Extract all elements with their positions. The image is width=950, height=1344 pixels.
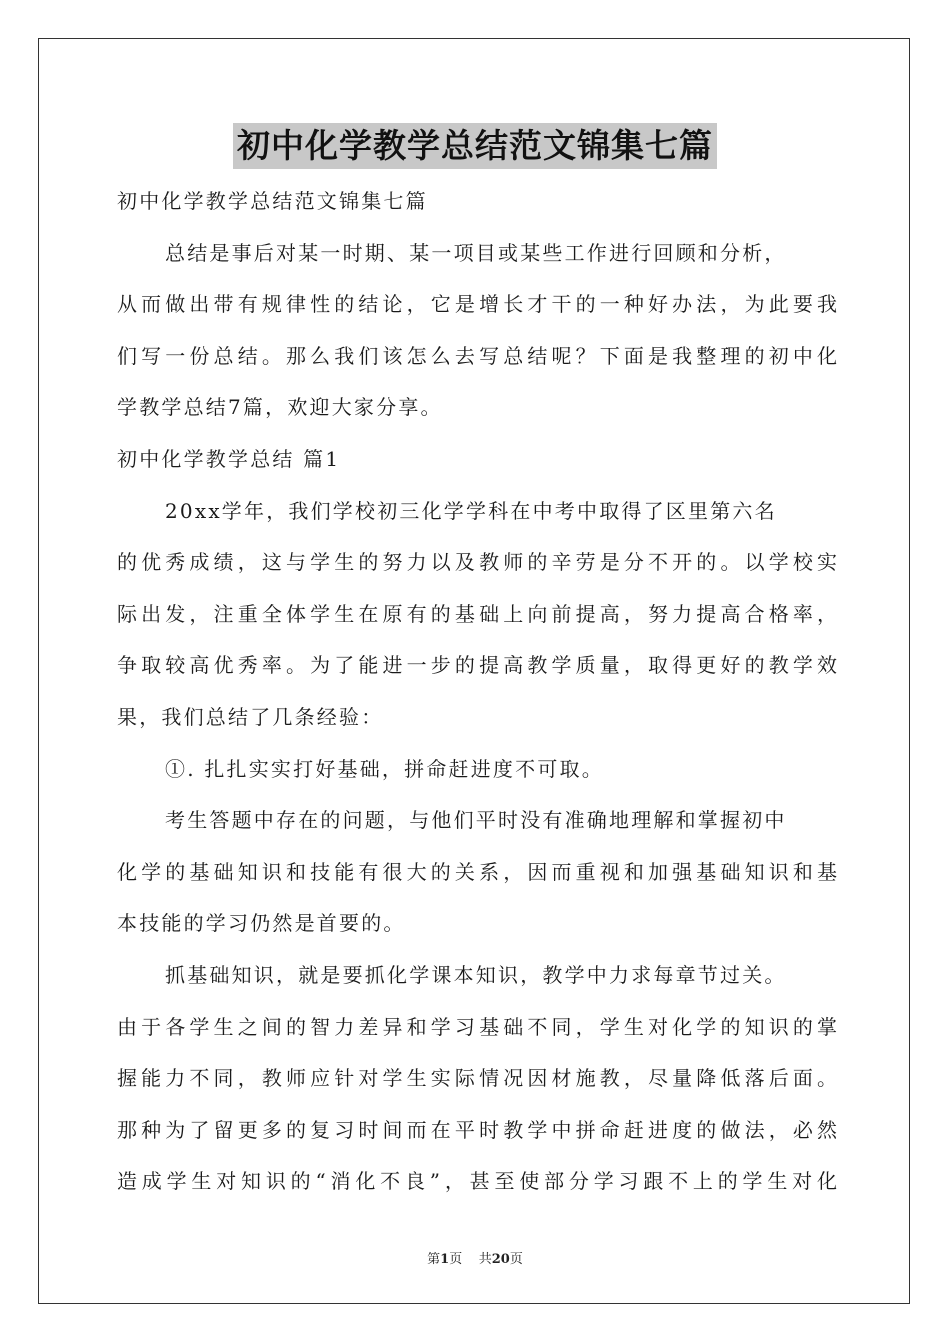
paragraph-line: 考生答题中存在的问题，与他们平时没有准确地理解和掌握初中	[165, 808, 787, 833]
subtitle-line: 初中化学教学总结范文锦集七篇	[117, 189, 428, 213]
page-number: 1	[440, 1252, 450, 1267]
total-prefix: 共	[478, 1252, 492, 1267]
total-pages: 20	[491, 1252, 510, 1267]
paragraph-line: 从而做出带有规律性的结论，它是增长才干的一种好办法，为此要我	[117, 292, 837, 317]
paragraph-line: 总结是事后对某一时期、某一项目或某些工作进行回顾和分析，	[165, 240, 787, 265]
list-item: ①. 扎扎实实打好基础，拼命赶进度不可取。	[165, 756, 604, 781]
paragraph-line: 们写一份总结。那么我们该怎么去写总结呢？下面是我整理的初中化	[117, 343, 837, 368]
page-suffix: 页	[449, 1252, 463, 1267]
page-prefix: 第	[427, 1252, 441, 1267]
title-container	[0, 123, 950, 169]
paragraph-line: 握能力不同，教师应针对学生实际情况因材施教，尽量降低落后面。	[117, 1066, 837, 1091]
paragraph-line: 本技能的学习仍然是首要的。	[117, 911, 406, 936]
page-footer	[0, 1248, 950, 1267]
document-title: 初中化学教学总结范文锦集七篇	[233, 123, 717, 169]
paragraph-line: 造成学生对知识的“消化不良”，甚至使部分学习跟不上的学生对化	[117, 1169, 837, 1194]
paragraph-line: 果，我们总结了几条经验：	[117, 704, 384, 729]
total-suffix: 页	[509, 1252, 523, 1267]
paragraph-line: 那种为了留更多的复习时间而在平时教学中拼命赶进度的做法，必然	[117, 1117, 837, 1142]
section-heading: 初中化学教学总结 篇1	[117, 446, 341, 471]
paragraph-line: 抓基础知识，就是要抓化学课本知识，教学中力求每章节过关。	[165, 962, 787, 987]
paragraph-line: 20xx学年，我们学校初三化学学科在中考中取得了区里第六名	[165, 498, 777, 523]
paragraph-line: 化学的基础知识和技能有很大的关系，因而重视和加强基础知识和基	[117, 859, 837, 884]
paragraph-line: 由于各学生之间的智力差异和学习基础不同，学生对化学的知识的掌	[117, 1014, 837, 1039]
paragraph-line: 际出发，注重全体学生在原有的基础上向前提高，努力提高合格率，	[117, 601, 837, 626]
paragraph-line: 学教学总结7篇，欢迎大家分享。	[117, 395, 443, 420]
paragraph-line: 的优秀成绩，这与学生的努力以及教师的辛劳是分不开的。以学校实	[117, 550, 837, 575]
document-body	[117, 176, 837, 1208]
paragraph-line: 争取较高优秀率。为了能进一步的提高教学质量，取得更好的教学效	[117, 653, 837, 678]
